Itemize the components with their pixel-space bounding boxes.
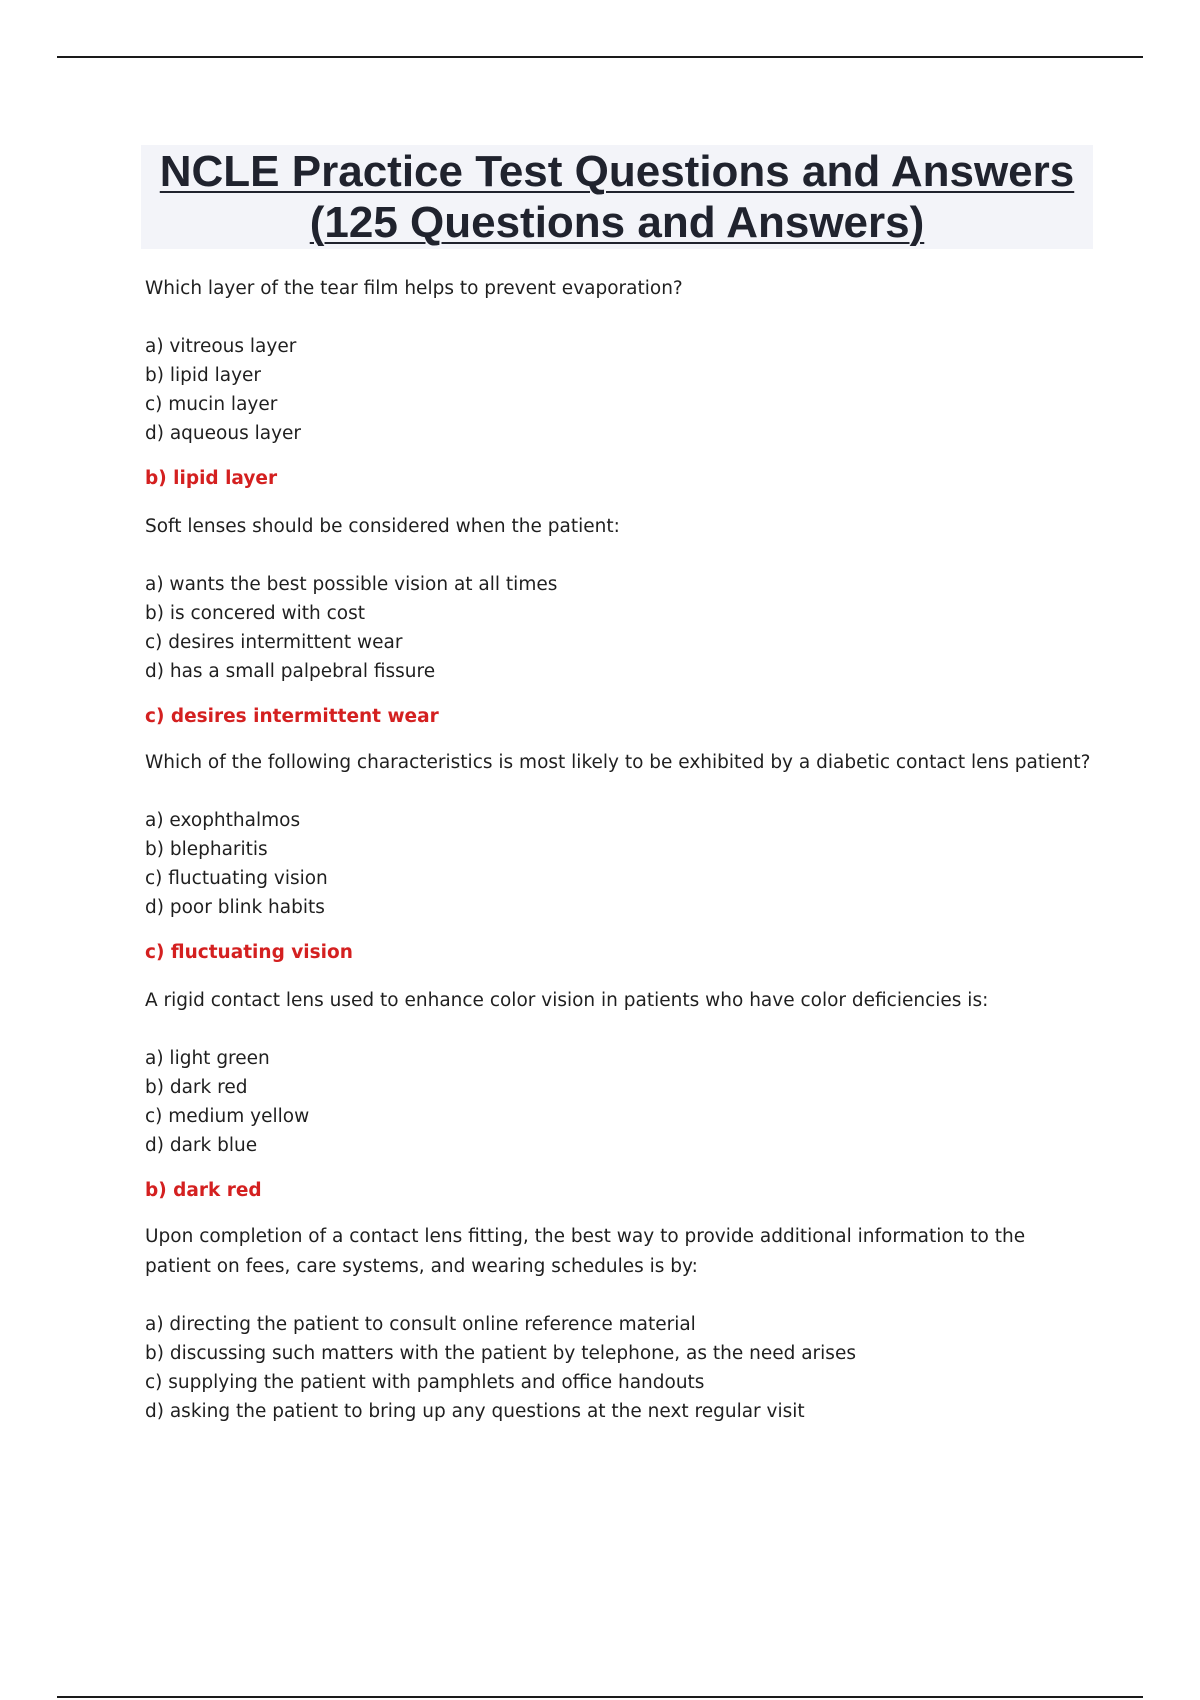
answer-option: c) desires intermittent wear xyxy=(145,632,403,653)
answer-option: a) wants the best possible vision at all times xyxy=(145,574,558,595)
answer-option: c) supplying the patient with pamphlets and office handouts xyxy=(145,1372,705,1393)
answer-option: d) poor blink habits xyxy=(145,897,325,918)
title-line-2: (125 Questions and Answers) xyxy=(309,198,925,247)
answer-option: b) discussing such matters with the patient by telephone, as the need arises xyxy=(145,1343,856,1364)
answer-option: c) mucin layer xyxy=(145,394,278,415)
answer-option: c) fluctuating vision xyxy=(145,868,328,889)
answer-option: a) exophthalmos xyxy=(145,810,301,831)
answer-option: b) is concered with cost xyxy=(145,603,365,624)
answer-option: d) dark blue xyxy=(145,1135,258,1156)
correct-answer: c) desires intermittent wear xyxy=(145,706,439,727)
answer-option: c) medium yellow xyxy=(145,1106,310,1127)
question-text: Which of the following characteristics is most likely to be exhibited by a diabetic contact lens patient? xyxy=(145,752,1091,773)
answer-option: d) aqueous layer xyxy=(145,423,302,444)
answer-option: a) vitreous layer xyxy=(145,336,297,357)
footer-rule xyxy=(57,1696,1143,1698)
answer-option: a) directing the patient to consult online reference material xyxy=(145,1314,696,1335)
document-title xyxy=(141,145,1093,249)
answer-option: b) lipid layer xyxy=(145,365,262,386)
question-text: Soft lenses should be considered when the patient: xyxy=(145,516,620,537)
answer-option: b) blepharitis xyxy=(145,839,268,860)
answer-option: d) asking the patient to bring up any questions at the next regular visit xyxy=(145,1401,805,1422)
title-line-1: NCLE Practice Test Questions and Answers xyxy=(159,147,1075,196)
question-text: Which layer of the tear film helps to prevent evaporation? xyxy=(145,278,683,299)
question-text: A rigid contact lens used to enhance color vision in patients who have color deficiencies is: xyxy=(145,990,989,1011)
question-text: Upon completion of a contact lens fitting, the best way to provide additional information to the patient on fees, care systems, and wearing schedules is by: xyxy=(145,1226,1026,1277)
correct-answer: c) fluctuating vision xyxy=(145,942,353,963)
correct-answer: b) lipid layer xyxy=(145,468,278,489)
header-rule xyxy=(57,56,1143,58)
answer-option: a) light green xyxy=(145,1048,270,1069)
answer-option: d) has a small palpebral fissure xyxy=(145,661,436,682)
correct-answer: b) dark red xyxy=(145,1180,262,1201)
answer-option: b) dark red xyxy=(145,1077,248,1098)
